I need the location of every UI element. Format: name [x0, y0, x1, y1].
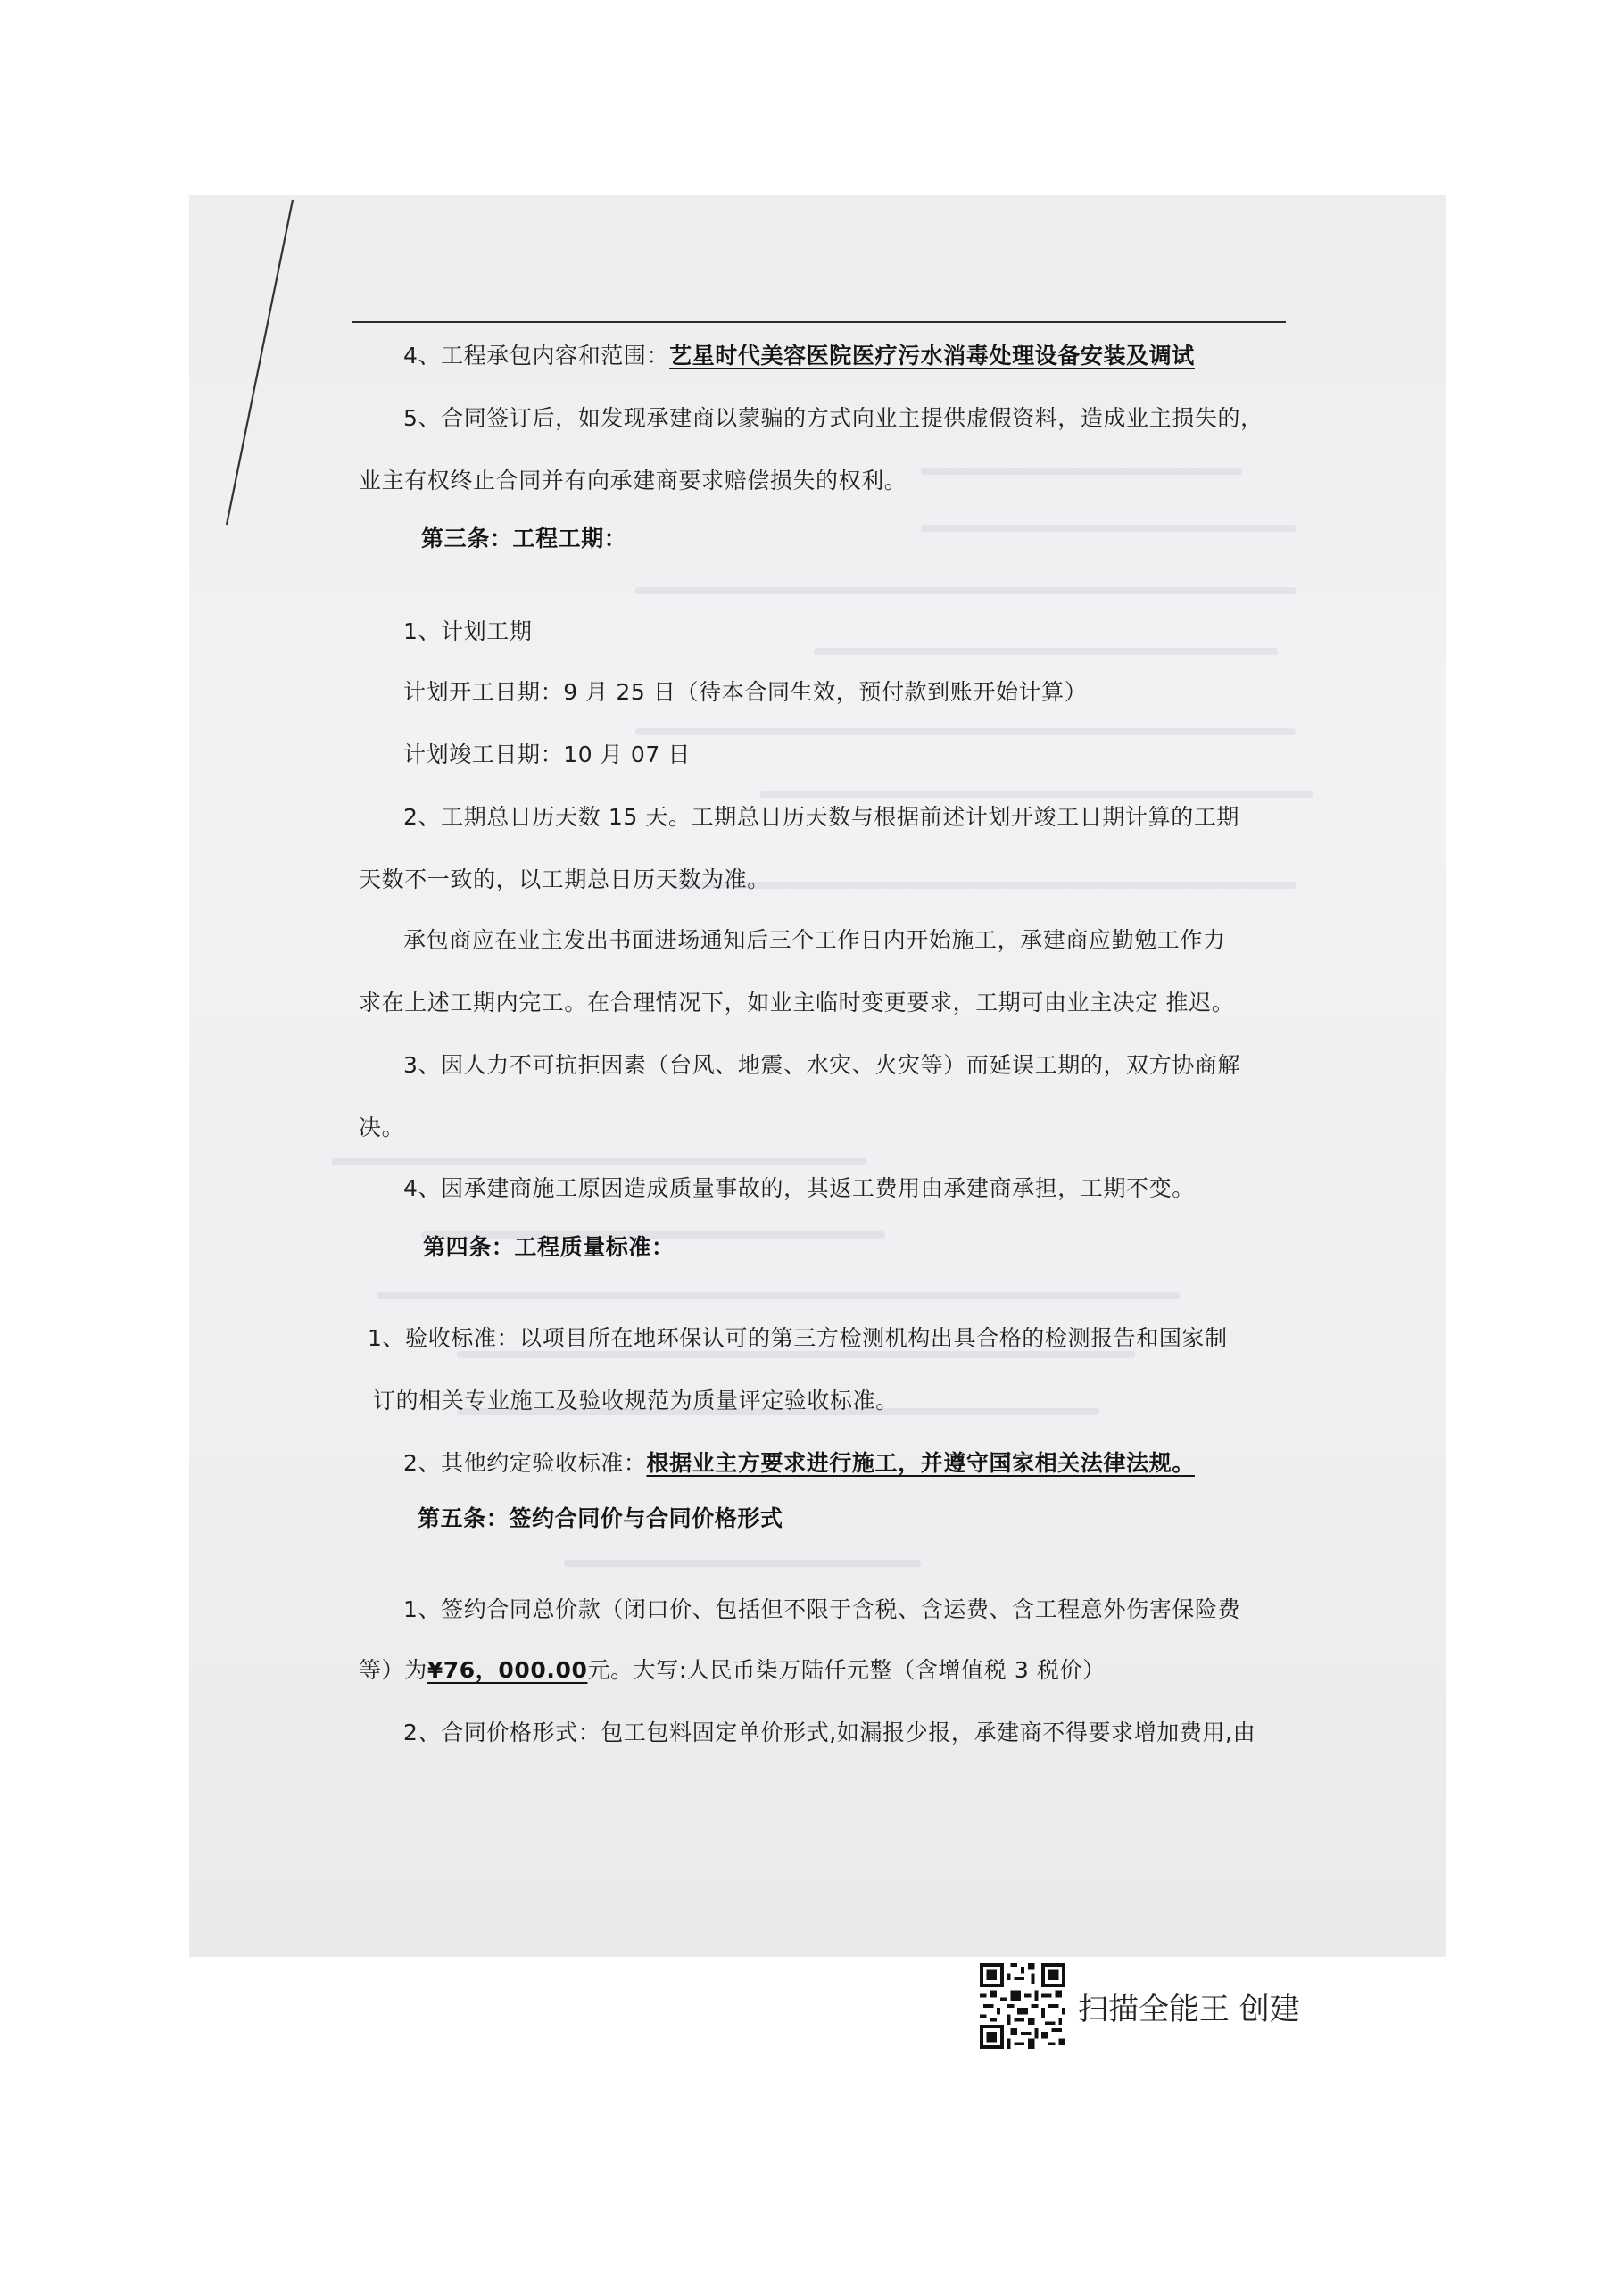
line-start-notice-a: 承包商应在业主发出书面进场通知后三个工作日内开始施工，承建商应勤勉工作力 [403, 927, 1226, 953]
line-scope-label: 4、工程承包内容和范围： [403, 343, 670, 369]
line-clause5-a: 5、合同签订后，如发现承建商以蒙骗的方式向业主提供虚假资料，造成业主损失的， [403, 405, 1264, 431]
line-other-standard-value: 根据业主方要求进行施工，并遵守国家相关法律法规。 [646, 1450, 1195, 1476]
line-plan-finish: 计划竣工日期：10 月 07 日 [403, 742, 692, 767]
line-clause5-b: 业主有权终止合同并有向承建商要求赔偿损失的权利。 [359, 468, 907, 493]
line-price-b-suffix: 元。大写:人民币柒万陆仟元整（含增值税 3 税价） [587, 1657, 1106, 1683]
heading-article-3: 第三条：工程工期： [421, 526, 627, 551]
line-other-standard-label: 2、其他约定验收标准： [403, 1450, 647, 1476]
scanner-label: 扫描全能王 创建 [1078, 1991, 1300, 2027]
line-quality-accident: 4、因承建商施工原因造成质量事故的，其返工费用由承建商承担，工期不变。 [403, 1175, 1195, 1201]
line-price-form: 2、合同价格形式：包工包料固定单价形式,如漏报少报，承建商不得要求增加费用,由 [403, 1720, 1256, 1745]
line-start-notice-b: 求在上述工期内完工。在合理情况下，如业主临时变更要求，工期可由业主决定 推迟。 [359, 990, 1235, 1015]
heading-article-5: 第五条：签约合同价与合同价格形式 [418, 1505, 783, 1531]
qr-code-icon [980, 1963, 1065, 2049]
scanner-watermark [980, 1963, 1300, 2049]
line-duration-a: 2、工期总日历天数 15 天。工期总日历天数与根据前述计划开竣工日期计算的工期 [403, 804, 1240, 830]
contract-amount: ¥76，000.00 [427, 1657, 588, 1683]
line-price-a: 1、签约合同总价款（闭口价、包括但不限于含税、含运费、含工程意外伤害保险费 [403, 1596, 1241, 1622]
line-acceptance-a: 1、验收标准：以项目所在地环保认可的第三方检测机构出具合格的检测报告和国家制 [368, 1325, 1228, 1351]
header-rule [352, 321, 1286, 323]
line-scope-value: 艺星时代美容医院医疗污水消毒处理设备安装及调试 [669, 343, 1195, 369]
line-price-b-prefix: 等）为 [359, 1657, 427, 1683]
margin-pen-stroke [189, 195, 296, 534]
line-plan-title: 1、计划工期 [403, 618, 533, 644]
line-duration-b: 天数不一致的，以工期总日历天数为准。 [359, 866, 770, 892]
line-plan-start: 计划开工日期：9 月 25 日（待本合同生效，预付款到账开始计算） [403, 679, 1088, 705]
line-force-majeure-a: 3、因人力不可抗拒因素（台风、地震、水灾、火灾等）而延误工期的，双方协商解 [403, 1052, 1241, 1078]
line-force-majeure-b: 决。 [359, 1115, 405, 1140]
scanned-page [189, 195, 1446, 1957]
line-acceptance-b: 订的相关专业施工及验收规范为质量评定验收标准。 [373, 1388, 899, 1413]
heading-article-4: 第四条：工程质量标准： [423, 1234, 675, 1260]
